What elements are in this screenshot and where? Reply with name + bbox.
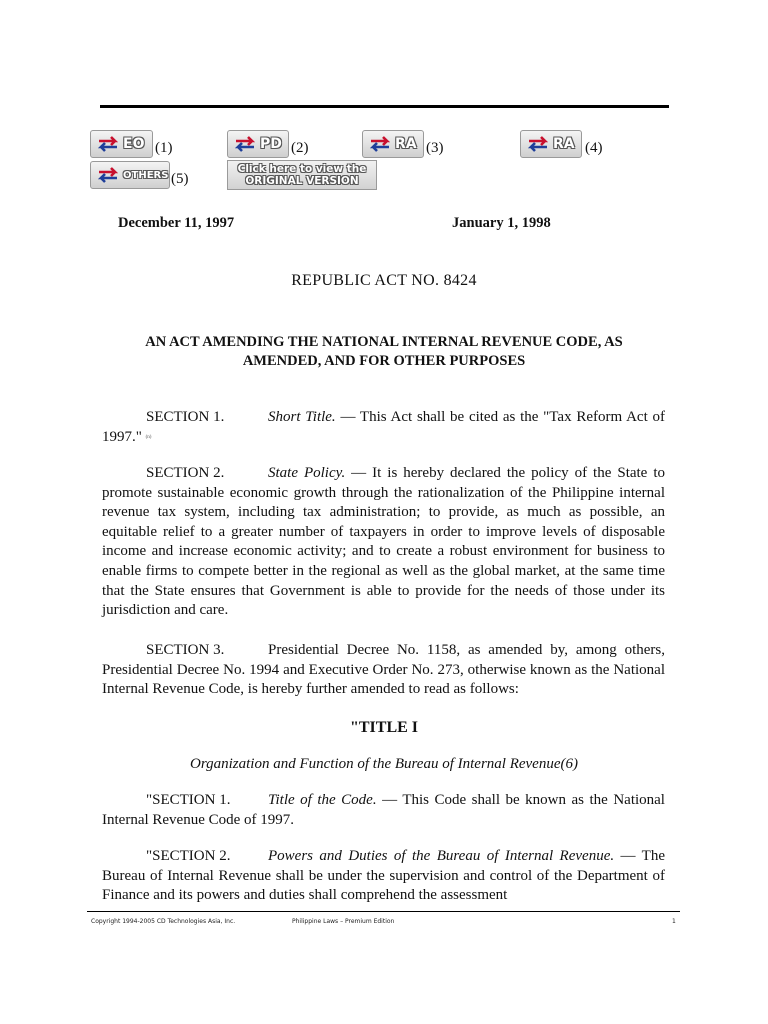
code-section-1-paragraph [102,791,665,830]
ra-label: RA [395,136,417,152]
section-text: — The Bureau of Internal Revenue shall be under the supervision and control of the Department of Finance and its powers and duties shall comprehend the assessment [102,848,665,904]
footer-edition: Philippine Laws – Premium Edition [292,918,395,925]
ra-link-button[interactable] [362,130,424,158]
republic-act-title: REPUBLIC ACT NO. 8424 [291,272,477,289]
section-2-paragraph [102,464,665,621]
others-label: OTHERS [123,169,169,181]
original-version-line2: ORIGINAL VERSION [245,175,359,187]
section-label: SECTION 2. [146,465,225,481]
section-label: SECTION 1. [146,409,225,425]
others-footnote: (5) [171,171,189,187]
section-text: — This Act shall be cited as the "Tax Reform Act of 1997." [102,409,665,445]
footer-copyright: Copyright 1994-2005 CD Technologies Asia, Inc. [91,918,236,925]
double-arrow-icon [525,134,551,154]
section-note: (n) [145,434,152,440]
original-version-button[interactable] [227,160,377,190]
code-section-2-paragraph [102,847,665,906]
section-heading: State Policy. [268,465,346,481]
footer-page-number: 1 [672,918,676,925]
section-label: SECTION 3. [146,642,225,658]
double-arrow-icon [367,134,393,154]
section-text: — It is hereby declared the policy of the State to promote sustainable economic growth through the rationalization of the Philippine internal revenue tax system, including tax administration; to provide, as much as possible, an equitable relief to a greater number of taxpayers in order to improve levels of disposable income and increase economic activity; and to create a robust environment for business to enable firms to compete better in the regional as well as the global market, at the same time that the State ensures that Government is able to provide for the needs of those under its jurisdiction and care. [102,465,665,619]
pd-link-button[interactable] [227,130,289,158]
pd-label: PD [260,136,282,152]
others-link-button[interactable] [90,161,170,189]
act-title: AN ACT AMENDING THE NATIONAL INTERNAL REVENUE CODE, AS AMENDED, AND FOR OTHER PURPOSES [145,334,623,369]
section-1-paragraph [102,408,665,447]
section-text: — This Code shall be known as the National Internal Revenue Code of 1997. [102,792,665,828]
date-effective: January 1, 1998 [452,215,551,231]
eo-footnote: (1) [155,140,173,156]
double-arrow-icon [232,134,258,154]
section-label: "SECTION 2. [146,848,231,864]
date-approved: December 11, 1997 [118,215,235,231]
original-version-line1: Click here to view the [237,163,367,175]
footer-rule [87,911,680,912]
ra-footnote: (3) [426,140,444,156]
section-3-paragraph [102,641,665,700]
ra-label-2: RA [553,136,575,152]
section-heading: Title of the Code. [268,792,377,808]
section-label: "SECTION 1. [146,792,231,808]
ra-footnote-2: (4) [585,140,603,156]
double-arrow-icon [95,134,121,154]
eo-label: EO [123,136,145,152]
title-i-heading: "TITLE I [349,719,419,736]
section-text: Presidential Decree No. 1158, as amended by, among others, Presidential Decree No. 1994 and Executive Order No. 273, otherwise known as the National Internal Revenue Code, is hereby further amended to read as follows: [102,642,665,698]
org-heading: Organization and Function of the Bureau of Internal Revenue(6) [190,756,578,772]
pd-footnote: (2) [291,140,309,156]
section-heading: Short Title. [268,409,336,425]
eo-link-button[interactable] [90,130,153,158]
top-rule [100,105,669,108]
double-arrow-icon [95,165,121,185]
ra-link-button-2[interactable] [520,130,582,158]
section-heading: Powers and Duties of the Bureau of Internal Revenue. [268,848,615,864]
